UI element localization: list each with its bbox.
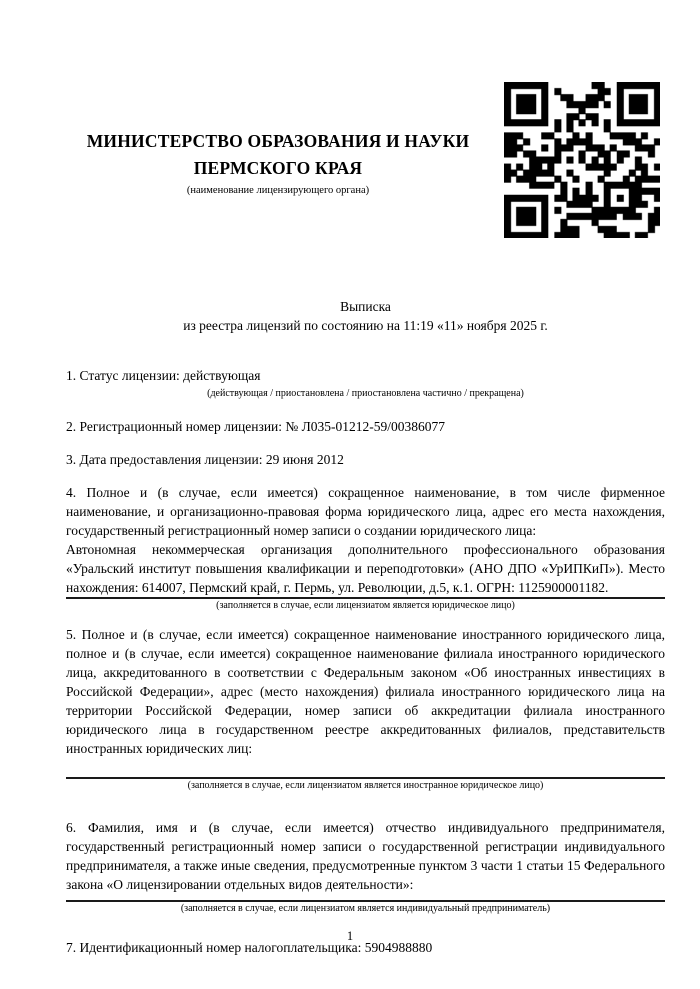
item-1-license-status: 1. Статус лицензии: действующая xyxy=(66,368,261,383)
item-4-answer: Автономная некоммерческая организация дополнительного профессионального образования «Уральский институт повышения квалификации и переподготовки» (АНО ДПО «УрИПКиП»). Место нахождения: 614007, Пермский край, г. Пермь, ул. Революции, д.5, к.1. ОГРН: 1125900001182. xyxy=(66,542,665,595)
item-7-taxpayer-id: 7. Идентификационный номер налогоплательщика: 5904988880 xyxy=(66,940,433,955)
licensing-authority-block xyxy=(66,128,490,197)
item-5-answer xyxy=(66,758,665,777)
item-6-caption: (заполняется в случае, если лицензиатом является индивидуальный предприниматель) xyxy=(180,903,551,914)
ministry-name-line2: ПЕРМСКОГО КРАЯ xyxy=(193,158,363,178)
page-number: 1 xyxy=(346,929,354,943)
item-5-foreign-entity xyxy=(66,625,665,792)
qr-code-icon xyxy=(504,82,660,238)
ministry-caption: (наименование лицензирующего органа) xyxy=(186,185,370,196)
item-1-caption: (действующая / приостановлена / приостановлена частично / прекращена) xyxy=(207,388,524,399)
ministry-name-line1: МИНИСТЕРСТВО ОБРАЗОВАНИЯ И НАУКИ xyxy=(86,131,470,151)
item-2-registration-number: 2. Регистрационный номер лицензии: № Л035-01212-59/00386077 xyxy=(66,419,446,434)
item-4-legal-entity xyxy=(66,483,665,612)
item-6-question: 6. Фамилия, имя и (в случае, если имеется) отчество индивидуального предпринимателя, государственный регистрационный номер записи о государственной регистрации индивидуального предпринимателя, а также иные сведения, предусмотренные пунктом 3 части 1 статьи 15 Федерального закона «О лицензировании отдельных видов деятельности»: xyxy=(66,820,665,892)
document-body xyxy=(66,297,665,957)
item-5-caption: (заполняется в случае, если лицензиатом является иностранное юридическое лицо) xyxy=(187,780,544,791)
item-4-caption: (заполняется в случае, если лицензиатом является юридическое лицо) xyxy=(216,600,515,611)
item-4-question: 4. Полное и (в случае, если имеется) сокращенное наименование, в том числе фирменное наименование, и организационно-правовая форма юридического лица, адрес его места нахождения, государственный регистрационный номер записи о создании юридического лица: xyxy=(66,485,665,538)
item-6-individual-entrepreneur xyxy=(66,818,665,915)
item-5-question: 5. Полное и (в случае, если имеется) сокращенное наименование иностранного юридического лица, полное и (в случае, если имеется) сокращенное наименование филиала иностранного юридического лица, аккредитованного в соответствии с Федеральным законом «Об иностранных инвестициях в Российской Федерации», адрес (место нахождения) филиала иностранного юридического лица на территории Российской Федерации, номер записи об аккредитации филиала иностранного юридического лица в государственном реестре аккредитованных филиалов, представительств иностранных юридических лиц: xyxy=(66,627,665,756)
item-3-license-date: 3. Дата предоставления лицензии: 29 июня 2012 xyxy=(66,452,344,467)
document-title xyxy=(66,297,665,335)
document-title-subheading: из реестра лицензий по состоянию на 11:19 «11» ноября 2025 г. xyxy=(183,318,548,333)
document-title-heading: Выписка xyxy=(340,299,391,314)
